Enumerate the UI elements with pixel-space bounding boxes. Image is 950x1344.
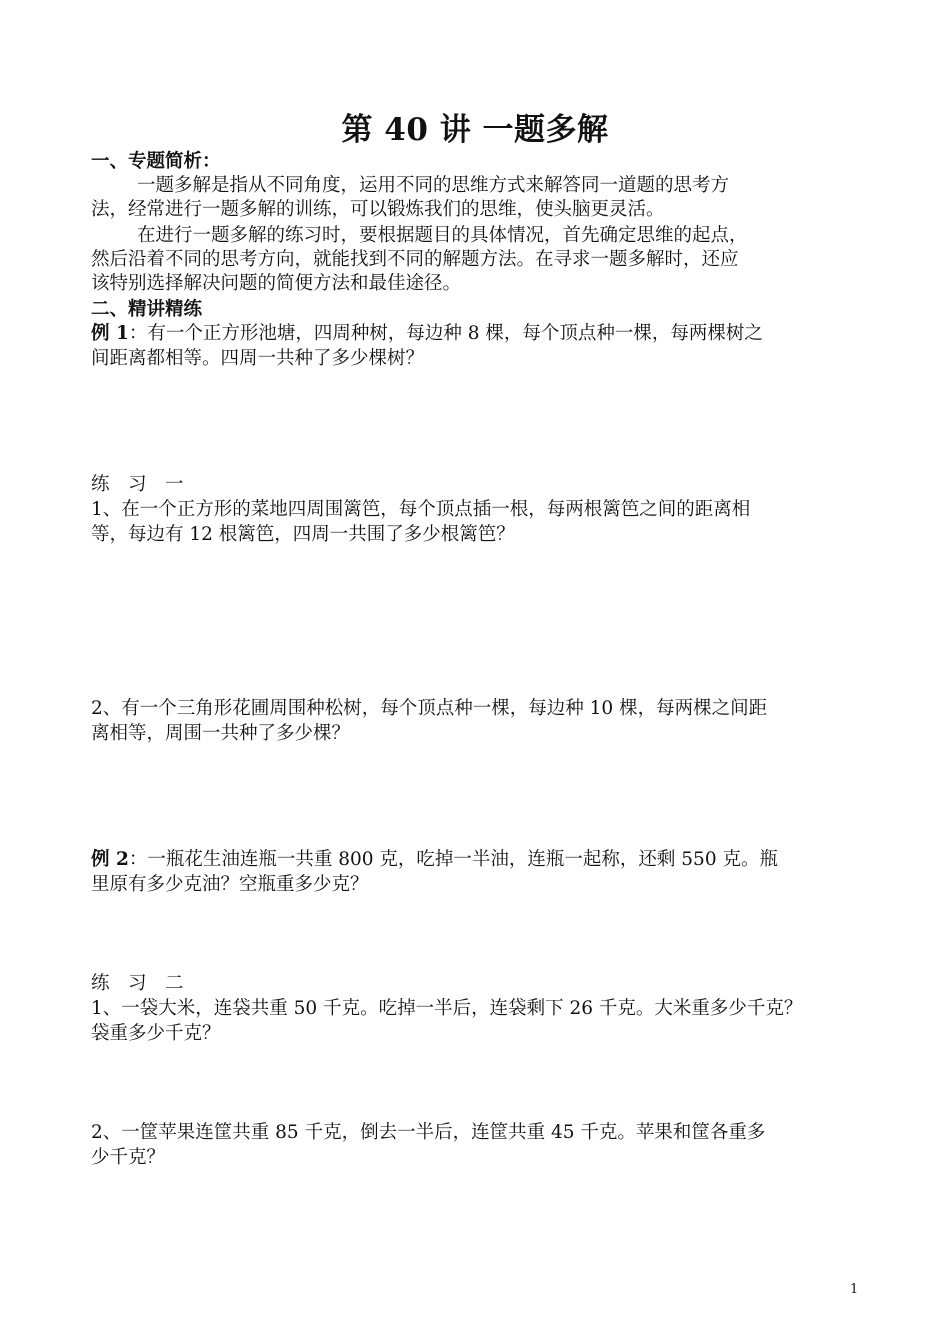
- practice-1-question-2-line-2: 离相等，周围一共种了多少棵？: [91, 723, 351, 744]
- page-title: 第 40 讲 一题多解: [341, 112, 609, 148]
- practice-1-question-1-line-2: 等，每边有 12 根篱笆，四周一共围了多少根篱笆？: [91, 524, 515, 545]
- analysis-paragraph-1-line-1: 一题多解是指从不同角度，运用不同的思维方式来解答同一道题的思考方: [137, 175, 730, 196]
- practice-1-question-1-line-1: 1、在一个正方形的菜地四周围篱笆，每个顶点插一根，每两根篱笆之间的距离相: [91, 499, 751, 520]
- example-1-text: ：有一个正方形池塘，四周种树，每边种 8 棵，每个顶点种一棵，每两棵树之: [128, 323, 763, 344]
- example-1-label: 例 1: [91, 323, 129, 344]
- example-1-line-1: [91, 322, 861, 346]
- example-2-label: 例 2: [91, 849, 129, 870]
- analysis-paragraph-2-line-3: 该特别选择解决问题的简便方法和最佳途径。: [91, 273, 462, 294]
- page-number: 1: [850, 1282, 859, 1297]
- practice-1-heading: 练 习 一: [91, 474, 184, 495]
- example-2-line-1: [91, 848, 861, 872]
- analysis-paragraph-2-line-2: 然后沿着不同的思考方向，就能找到不同的解题方法。在寻求一题多解时，还应: [91, 249, 739, 270]
- practice-2-question-1-line-2: 袋重多少千克？: [91, 1023, 221, 1044]
- practice-2-question-2-line-1: 2、一筐苹果连筐共重 85 千克，倒去一半后，连筐共重 45 千克。苹果和筐各重多: [91, 1122, 766, 1143]
- practice-1-question-2-line-1: 2、有一个三角形花圃周围种松树，每个顶点种一棵，每边种 10 棵，每两棵之间距: [91, 698, 768, 719]
- practice-2-question-1-line-1: 1、一袋大米，连袋共重 50 千克。吃掉一半后，连袋剩下 26 千克。大米重多少千克？: [91, 998, 803, 1019]
- analysis-paragraph-2-line-1: 在进行一题多解的练习时，要根据题目的具体情况，首先确定思维的起点，: [137, 225, 748, 246]
- analysis-paragraph-1-line-2: 法，经常进行一题多解的训练，可以锻炼我们的思维，使头脑更灵活。: [91, 199, 665, 220]
- example-2-text: ：一瓶花生油连瓶一共重 800 克，吃掉一半油，连瓶一起称，还剩 550 克。瓶: [128, 849, 778, 870]
- example-1-line-2: 间距离都相等。四周一共种了多少棵树？: [91, 348, 425, 369]
- section-heading-practice: 二、精讲精练: [91, 299, 203, 320]
- practice-2-question-2-line-2: 少千克？: [91, 1147, 166, 1168]
- practice-2-heading: 练 习 二: [91, 973, 184, 994]
- section-heading-analysis: 一、专题简析：: [91, 151, 221, 172]
- example-2-line-2: 里原有多少克油？空瓶重多少克？: [91, 874, 369, 895]
